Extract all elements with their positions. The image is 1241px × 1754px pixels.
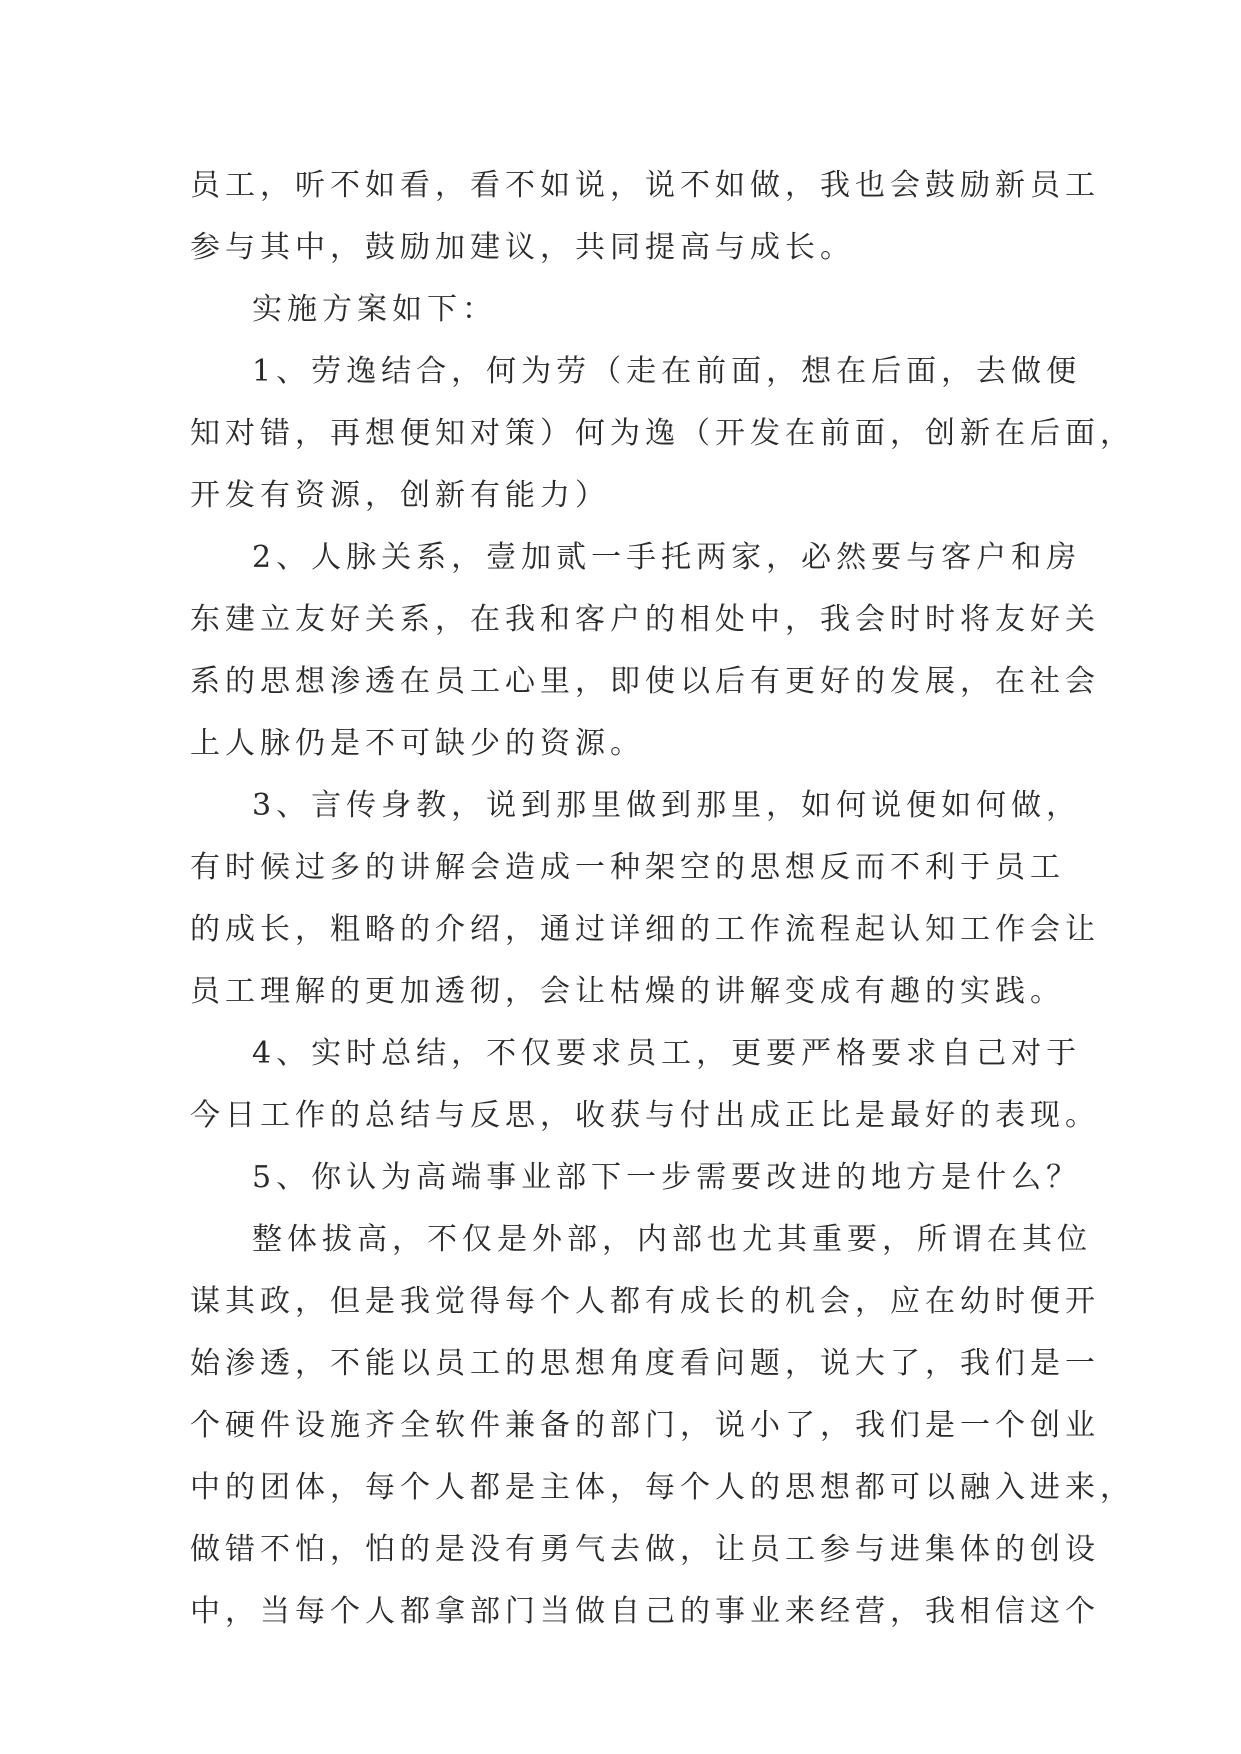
text-line: 东建立友好关系，在我和客户的相处中，我会时时将友好关 [190,602,1100,637]
text-line: 整体拔高，不仅是外部，内部也尤其重要，所谓在其位 [252,1222,1092,1257]
text-line: 5、你认为高端事业部下一步需要改进的地方是什么？ [252,1160,1082,1195]
text-line: 系的思想渗透在员工心里，即使以后有更好的发展，在社会 [190,664,1100,699]
text-line: 员工理解的更加透彻，会让枯燥的讲解变成有趣的实践。 [190,974,1065,1009]
text-line: 中的团体，每个人都是主体，每个人的思想都可以融入进来， [190,1470,1135,1505]
text-line: 始渗透，不能以员工的思想角度看问题，说大了，我们是一 [190,1346,1100,1381]
document-body [190,155,1135,1643]
text-line: 个硬件设施齐全软件兼备的部门，说小了，我们是一个创业 [190,1408,1100,1443]
text-line: 3、言传身教，说到那里做到那里，如何说便如何做， [252,788,1082,823]
text-line: 实施方案如下： [252,292,497,327]
text-line: 员工，听不如看，看不如说，说不如做，我也会鼓励新员工 [190,168,1100,203]
text-line: 谋其政，但是我觉得每个人都有成长的机会，应在幼时便开 [190,1284,1100,1319]
text-line: 参与其中，鼓励加建议，共同提高与成长。 [190,230,855,265]
text-line: 4、实时总结，不仅要求员工，更要严格要求自己对于 [252,1036,1082,1071]
text-line: 开发有资源，创新有能力） [190,478,610,513]
text-line: 2、人脉关系，壹加贰一手托两家，必然要与客户和房 [252,540,1082,575]
text-line: 1、劳逸结合，何为劳（走在前面，想在后面，去做便 [252,354,1082,389]
text-line: 上人脉仍是不可缺少的资源。 [190,726,645,761]
text-line: 的成长，粗略的介绍，通过详细的工作流程起认知工作会让 [190,912,1100,947]
text-line: 有时候过多的讲解会造成一种架空的思想反而不利于员工 [190,850,1065,885]
text-line: 知对错，再想便知对策）何为逸（开发在前面，创新在后面， [190,416,1135,451]
text-line: 中，当每个人都拿部门当做自己的事业来经营，我相信这个 [190,1594,1100,1629]
text-line: 今日工作的总结与反思，收获与付出成正比是最好的表现。 [190,1098,1100,1133]
text-line: 做错不怕，怕的是没有勇气去做，让员工参与进集体的创设 [190,1532,1100,1567]
